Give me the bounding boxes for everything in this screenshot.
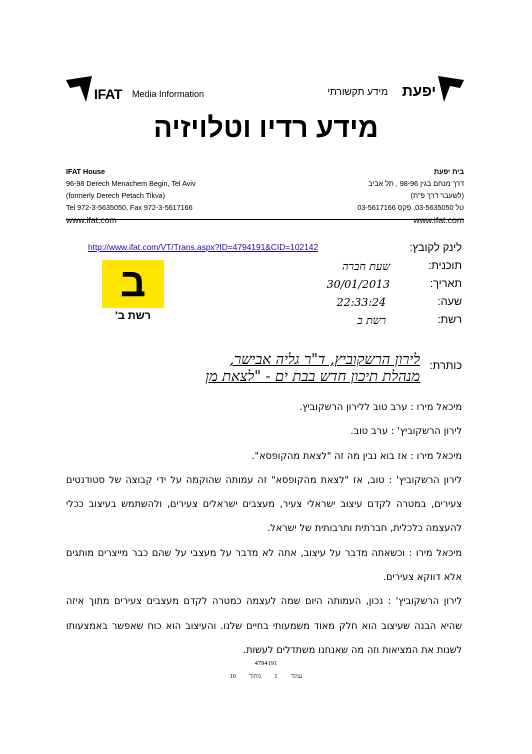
date-label: תאריך:	[430, 278, 462, 290]
program-label: תוכנית:	[428, 260, 462, 272]
transcript-body	[66, 396, 462, 663]
address-en-name: IFAT House	[66, 167, 105, 176]
brand-name-he: יפעת	[401, 83, 436, 100]
station-logo	[102, 260, 164, 322]
brand-name-en: IFAT	[94, 86, 123, 102]
station-logo-caption: רשת ב'	[115, 310, 151, 322]
address-en	[66, 166, 266, 226]
program-value: שעת חברה	[342, 260, 390, 273]
address-en-line2: (formerly Derech Petach Tikva)	[66, 191, 166, 200]
page-title: מידע רדיו וטלויזיה	[153, 112, 379, 143]
website-he: www.ifat.com	[413, 215, 464, 225]
transcript-paragraph: לירון הרשקוביץ' : נכון, העמותה היום שמה לעצמה כמטרה לקדם מעצבים צעירים מתוך איזה שהיא הבנה שעיצוב הוא חלק מאוד משמעותי בחיים שלנו. והעיצוב הוא כוח שאפשר באמצעותו לשנות את המציאות וזה מה שאנחנו משתדלים לעשות.	[66, 596, 462, 656]
page-label: עמוד	[290, 674, 303, 680]
ifat-mark-icon	[438, 76, 464, 102]
address-he	[244, 166, 464, 226]
of-label: מתוך	[249, 674, 261, 680]
subject-line2: מנהלת תיכון חדש בבת ים - "לצאת מן	[205, 369, 420, 385]
address-he-name: בית יפעת	[433, 167, 464, 176]
address-he-line3: טל 03-5635050, פקס 03-5617166	[357, 203, 464, 212]
date-value: 30/01/2013	[326, 278, 390, 291]
brand-subtitle-he: מידע תקשורתי	[327, 87, 388, 98]
time-label: שעה:	[437, 296, 462, 308]
transcript-paragraph: מיכאל מירו : וכשאתה מדבר על עיצוב, אתה לא מדבר על מעצבי על שהם כבר מייצרים מותגים אלא דווקא צעירים.	[66, 547, 462, 584]
header-divider	[66, 219, 464, 220]
page-number: 1	[274, 674, 278, 680]
transcript-paragraph: לירון הרשקוביץ' : טוב, אז "לצאת מהקופסא" זה עמותה שהוקמה על ידי קבוצה של סטודנטים צעירים, במטרה לקדם עיצוב ישראלי צעיר, מעצבים ישראלים צעירים, ולהשתמש בעיצוב ככלי להעצמה כלכלית, חברתית ותרבותית של ישראל.	[66, 474, 462, 535]
station-logo-letter: ב	[120, 261, 146, 305]
transcript-paragraph: לירון הרשקוביץ' : ערב טוב.	[350, 426, 462, 438]
link-label: לינק לקובץ:	[409, 242, 462, 254]
address-he-line2: (לשעבר דרך פ"ת)	[410, 191, 464, 200]
subject-title	[120, 352, 420, 386]
network-value: רשת ב	[357, 314, 386, 327]
total-pages: 10	[229, 674, 236, 680]
network-label: רשת:	[437, 314, 462, 326]
page-indicator	[0, 674, 532, 680]
ifat-mark-icon	[66, 76, 92, 102]
subject-label: כותרת:	[429, 360, 462, 372]
address-en-line1: 96-98 Derech Menachem Begin, Tel Aviv	[66, 179, 196, 188]
ifat-logo-he	[324, 76, 464, 106]
ifat-logo-en	[66, 76, 206, 106]
address-he-line1: דרך מנחם בגין 98-96 , תל אביב	[368, 179, 464, 188]
website-en: www.ifat.com	[66, 215, 117, 225]
address-en-line3: Tel 972-3-5635050, Fax 972-3-5617166	[66, 203, 193, 212]
time-value: 22:33:24	[336, 296, 386, 309]
brand-subtitle-en: Media Information	[132, 89, 205, 99]
document-id: 4794191	[254, 660, 278, 667]
transcript-paragraph: מיכאל מירו : ערב טוב ללירון הרשקוביץ.	[299, 402, 462, 413]
file-link[interactable]: http://www.ifat.com/VT/Trans.aspx?ID=4794191&CID=102142	[88, 242, 319, 252]
subject-line1: לירון הרשקוביץ, ד"ר גליה אבישר,	[229, 352, 420, 368]
transcript-paragraph: מיכאל מירו : אז בוא נבין מה זה "לצאת מהקופסא".	[251, 450, 462, 462]
meta-block	[242, 240, 462, 330]
